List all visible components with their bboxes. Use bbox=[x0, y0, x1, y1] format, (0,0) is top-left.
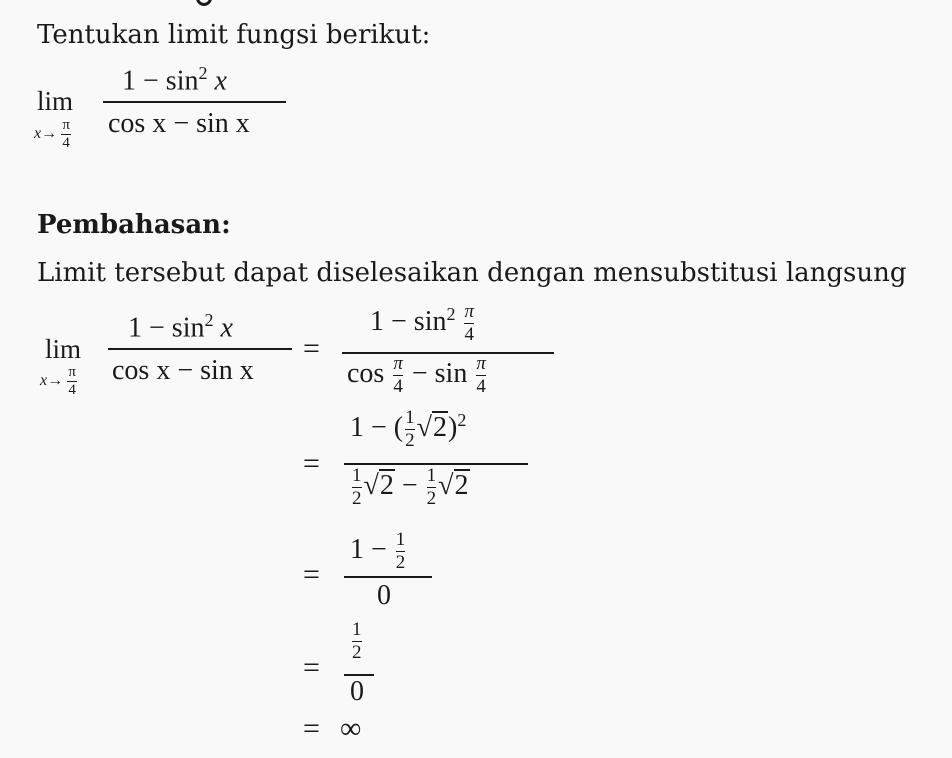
lhs-numerator: $1 - \sin^2 x$ bbox=[128, 310, 233, 344]
step2-numerator: 1 − ( $\frac{1}{2}$ √2)$^2$ bbox=[350, 407, 467, 452]
lhs-denominator: cos x − sin x bbox=[112, 355, 254, 386]
step2-fraction-bar bbox=[344, 463, 528, 465]
step2-denominator: $\frac{1}{2}$ √2 − $\frac{1}{2}$ √2 bbox=[352, 465, 469, 510]
equals-sign: = bbox=[303, 558, 320, 591]
lim-subscript: x→ $\frac{\pi}{4}$ bbox=[34, 117, 70, 151]
problem-intro: Tentukan limit fungsi berikut: bbox=[37, 20, 431, 50]
problem-denominator: cos x − sin x bbox=[108, 108, 250, 139]
solution-intro: Limit tersebut dapat diselesaikan dengan mensubstitusi langsung bbox=[37, 258, 907, 288]
lim-label: lim bbox=[45, 334, 82, 364]
equals-sign: = bbox=[303, 447, 320, 480]
step4-denominator: 0 bbox=[350, 676, 364, 707]
heading-fragment bbox=[196, 0, 212, 6]
step3-numerator: 1 − $\frac{1}{2}$ bbox=[350, 529, 406, 574]
lim-label: lim bbox=[37, 86, 74, 116]
step1-numerator: $1 - \sin^2$ $\frac{\pi}{4}$ bbox=[370, 301, 474, 346]
step4-numerator: $\frac{1}{2}$ bbox=[352, 619, 362, 664]
problem-numerator: $1 - \sin^2 x$ bbox=[122, 63, 227, 97]
step3-denominator: 0 bbox=[377, 580, 391, 611]
step1-denominator: cos $\frac{\pi}{4}$ − sin $\frac{\pi}{4}$ bbox=[347, 353, 486, 398]
equals-sign: = bbox=[303, 651, 320, 684]
step3-fraction-bar bbox=[344, 576, 432, 578]
equals-sign: = bbox=[303, 332, 320, 365]
result-infinity: ∞ bbox=[340, 712, 362, 745]
equals-sign: = bbox=[303, 712, 320, 745]
lim-subscript: x→ $\frac{\pi}{4}$ bbox=[40, 364, 76, 398]
lhs-fraction-bar bbox=[108, 348, 292, 350]
problem-fraction-bar bbox=[103, 101, 286, 103]
solution-title: Pembahasan: bbox=[37, 210, 231, 240]
